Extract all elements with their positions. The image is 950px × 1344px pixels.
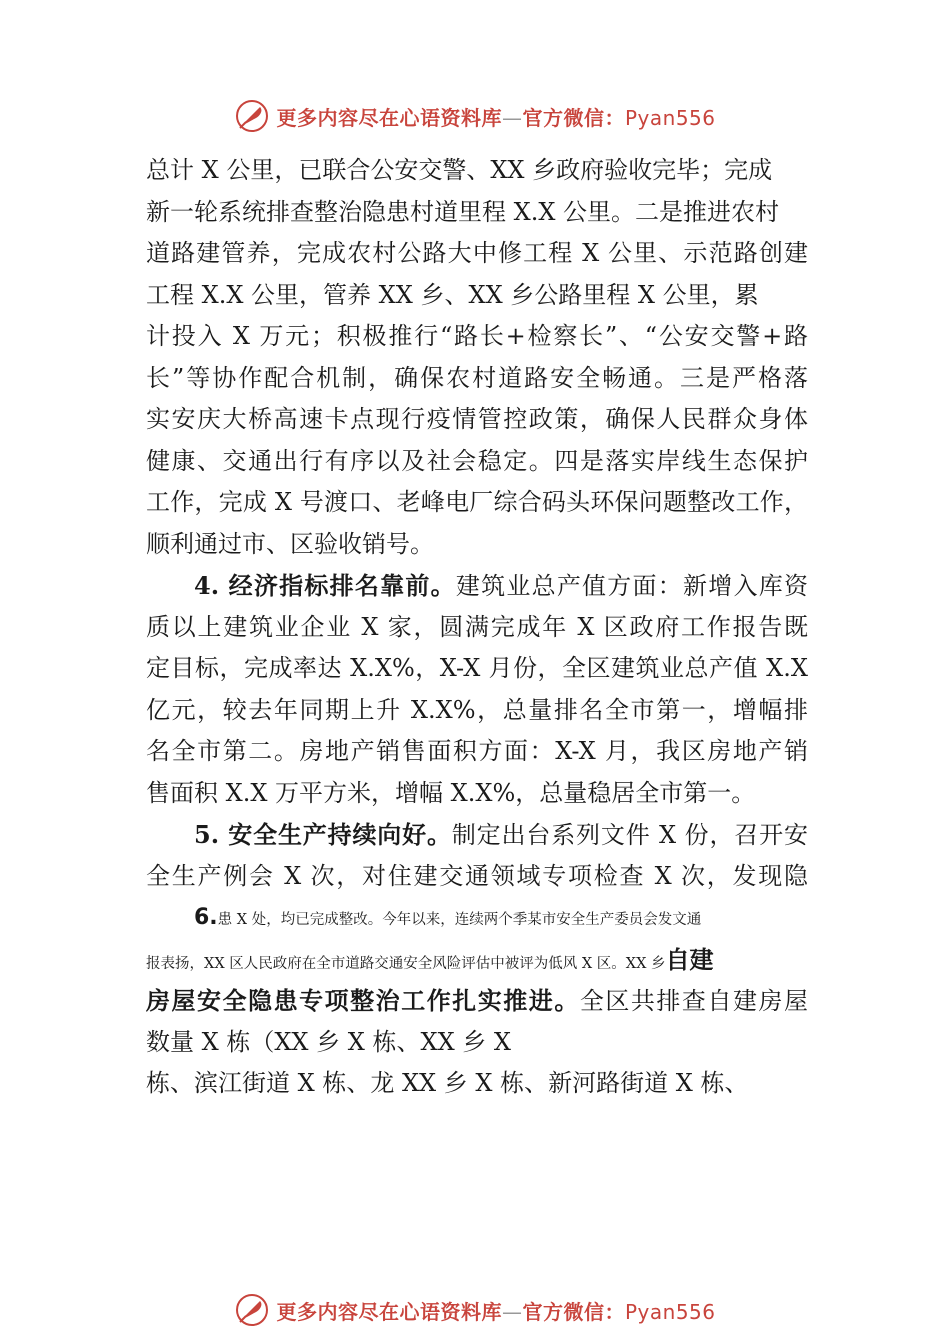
text-line: 工程 X.X 公里，管养 XX 乡、XX 乡公路里程 X 公里，累	[146, 280, 759, 309]
text-line: 新一轮系统排查整治隐患村道里程 X.X 公里。二是推进农村	[146, 197, 780, 226]
quill-logo-icon	[234, 1292, 270, 1328]
text-line: 亿元，较去年同期上升 X.X%，总量排名全市第一，增幅排	[146, 695, 808, 724]
document-body	[146, 150, 808, 1105]
paragraph-4-first-line: 4. 经济指标排名靠前。建筑业总产值方面：新增入库资	[194, 571, 808, 600]
small-text-line: 报表扬，XX 区人民政府在全市道路交通安全风险评估中被评为低风 X 区。XX 乡自建	[146, 944, 714, 974]
text-line: 顺利通过市、区验收销号。	[146, 529, 434, 558]
text-line: 栋、滨江街道 X 栋、龙 XX 乡 X 栋、新河路街道 X 栋、	[146, 1069, 749, 1097]
header-watermark	[0, 96, 950, 136]
text-line: 实安庆大桥高速卡点现行疫情管控政策，确保人民群众身体	[146, 405, 808, 433]
paragraph-6-line: 房屋安全隐患专项整治工作扎实推进。全区共排查自建房屋	[146, 986, 808, 1015]
footer-watermark	[0, 1290, 950, 1330]
paragraph-6-heading-start: 自建	[665, 944, 714, 974]
text-line: 道路建管养，完成农村公路大中修工程 X 公里、示范路创建	[146, 239, 808, 267]
text-line: 健康、交通出行有序以及社会稳定。四是落实岸线生态保护	[146, 446, 808, 475]
quill-logo-icon	[234, 98, 270, 134]
watermark-text: 更多内容尽在心语资料库—官方微信：Pyan556	[276, 105, 716, 130]
paragraph-5-first-line: 5. 安全生产持续向好。制定出台系列文件 X 份，召开安	[194, 820, 808, 849]
watermark-text: 更多内容尽在心语资料库—官方微信：Pyan556	[276, 1299, 716, 1324]
text-line: 名全市第二。房地产销售面积方面：X-X 月，我区房地产销	[146, 737, 808, 765]
text-line: 数量 X 栋（XX 乡 X 栋、XX 乡 X	[146, 1027, 512, 1056]
text-line: 售面积 X.X 万平方米，增幅 X.X%，总量稳居全市第一。	[146, 778, 756, 807]
text-line: 全生产例会 X 次，对住建交通领域专项检查 X 次，发现隐	[146, 861, 808, 890]
text-line: 工作，完成 X 号渡口、老峰电厂综合码头环保问题整改工作，	[146, 488, 808, 516]
text-line: 定目标，完成率达 X.X%，X-X 月份，全区建筑业总产值 X.X	[146, 654, 808, 682]
paragraph-6-number: 6.	[194, 905, 218, 930]
paragraph-5-heading: 5. 安全生产持续向好。	[194, 820, 452, 849]
paragraph-4-heading: 4. 经济指标排名靠前。	[194, 571, 456, 600]
paragraph-6-heading: 房屋安全隐患专项整治工作扎实推进。	[146, 986, 580, 1015]
text-line: 质以上建筑业企业 X 家，圆满完成年 X 区政府工作报告既	[146, 612, 808, 641]
text-line: 计投入 X 万元；积极推行“路长+检察长”、“公安交警+路	[146, 322, 808, 350]
text-line: 总计 X 公里，已联合公安交警、XX 乡政府验收完毕；完成	[146, 156, 773, 184]
text-line: 长”等协作配合机制，确保农村道路安全畅通。三是严格落	[146, 363, 808, 392]
small-text-line: 6.患 X 处，均已完成整改。今年以来，连续两个季某市安全生产委员会发文通	[194, 905, 702, 930]
